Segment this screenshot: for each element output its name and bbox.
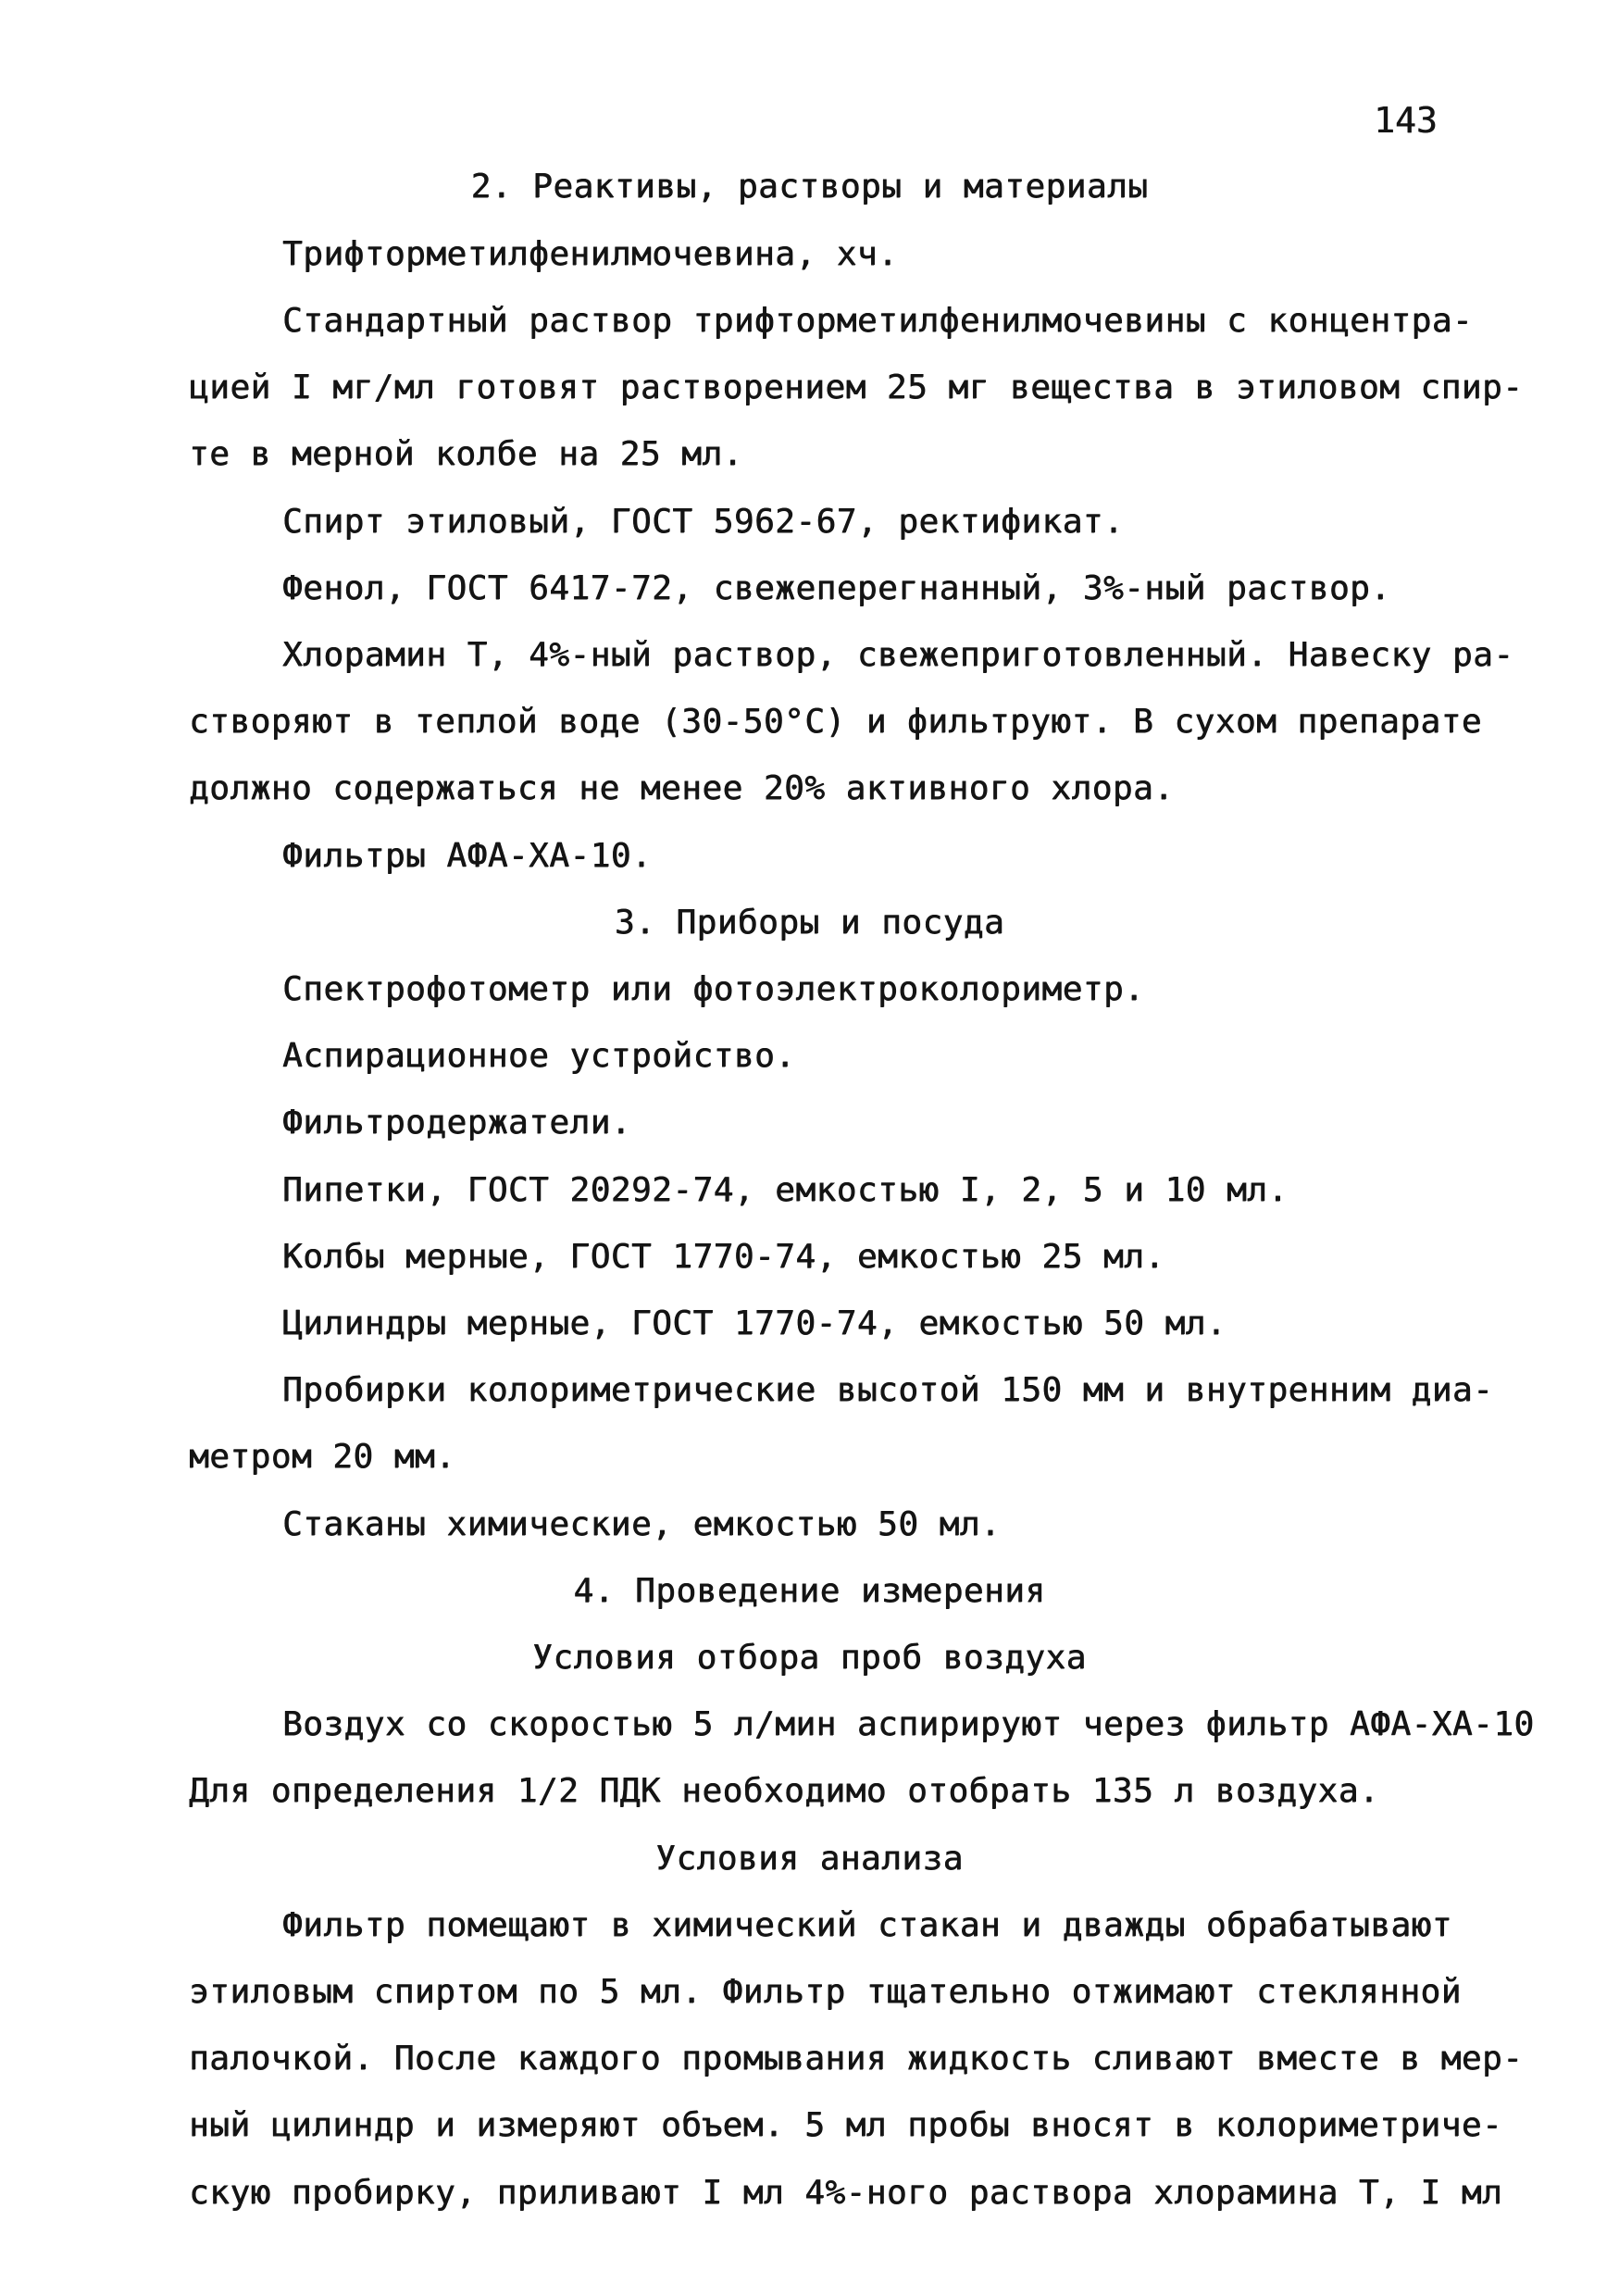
text-line: Фильтры АФА-ХА-10.	[282, 837, 653, 875]
subheading-analysis: Условия анализа	[655, 1840, 964, 1878]
text-line: ный цилиндр и измеряют объем. 5 мл пробы вносят в колориметриче-	[189, 2106, 1503, 2144]
section-heading-instruments: 3. Приборы и посуда	[614, 904, 1005, 942]
section-heading-reagents: 2. Реактивы, растворы и материалы	[470, 168, 1149, 206]
text-line: Трифторметилфенилмочевина, хч.	[282, 235, 899, 273]
text-line: Цилиндры мерные, ГОСТ 1770-74, емкостью 50 мл.	[282, 1304, 1227, 1342]
text-line: Стандартный раствор трифторметилфенилмочевины с концентра-	[282, 302, 1474, 340]
text-line: Колбы мерные, ГОСТ 1770-74, емкостью 25 мл.	[282, 1238, 1165, 1276]
text-line: этиловым спиртом по 5 мл. Фильтр тщательно отжимают стеклянной	[189, 1973, 1462, 2011]
text-line: те в мерной колбе на 25 мл.	[189, 435, 743, 473]
text-line: Стаканы химические, емкостью 50 мл.	[282, 1505, 1002, 1543]
text-line: Пипетки, ГОСТ 20292-74, емкостью I, 2, 5 и 10 мл.	[282, 1171, 1289, 1209]
text-line: Для определения 1/2 ПДК необходимо отобрать 135 л воздуха.	[189, 1772, 1380, 1810]
text-line: Фенол, ГОСТ 6417-72, свежеперегнанный, 3%-ный раствор.	[282, 569, 1391, 607]
text-line: Фильтр помещают в химический стакан и дважды обрабатывают	[282, 1906, 1452, 1944]
text-line: Спирт этиловый, ГОСТ 5962-67, ректификат.	[282, 503, 1125, 541]
text-line: Пробирки колориметрические высотой 150 мм и внутренним диа-	[282, 1371, 1494, 1409]
text-line: должно содержаться не менее 20% активного хлора.	[189, 769, 1175, 807]
page-number: 143	[1374, 100, 1438, 141]
text-line: Аспирационное устройство.	[282, 1037, 796, 1075]
text-line: цией I мг/мл готовят растворением 25 мг вещества в этиловом спир-	[189, 368, 1524, 406]
subheading-sampling: Условия отбора проб воздуха	[532, 1639, 1087, 1677]
section-heading-measurement: 4. Проведение измерения	[573, 1572, 1046, 1610]
text-line: Воздух со скоростью 5 л/мин аспирируют через фильтр АФА-ХА-10	[282, 1705, 1535, 1743]
text-line: створяют в теплой воде (30-50°С) и фильтруют. В сухом препарате	[189, 703, 1482, 741]
text-line: метром 20 мм.	[189, 1438, 456, 1476]
text-line: Спектрофотометр или фотоэлектроколориметр.	[282, 970, 1145, 1008]
text-line: Хлорамин Т, 4%-ный раствор, свежеприготовленный. Навеску ра-	[282, 636, 1514, 674]
text-line: палочкой. После каждого промывания жидкость сливают вместе в мер-	[189, 2040, 1524, 2078]
text-line: Фильтродержатели.	[282, 1104, 631, 1142]
text-line: скую пробирку, приливают I мл 4%-ного раствора хлорамина Т, I мл	[189, 2174, 1503, 2212]
